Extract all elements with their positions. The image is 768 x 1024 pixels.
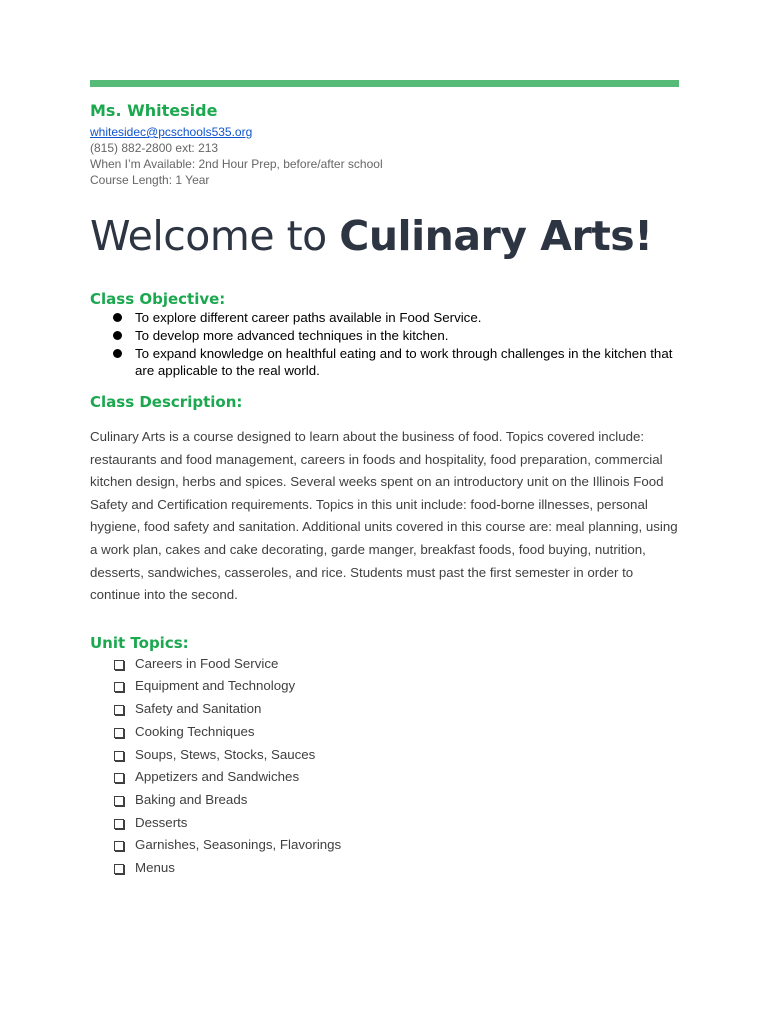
availability-text: When I’m Available: 2nd Hour Prep, before/after school [90, 157, 383, 171]
topics-heading: Unit Topics: [90, 633, 189, 652]
description-heading: Class Description: [90, 393, 243, 411]
page-title [90, 209, 679, 263]
topic-item [90, 812, 679, 835]
objective-item [90, 345, 679, 379]
objective-item [90, 309, 679, 326]
topic-item [90, 857, 679, 880]
bullet-icon [113, 331, 122, 340]
checkbox-icon [114, 819, 124, 829]
objective-item-text: To develop more advanced techniques in the kitchen. [135, 328, 449, 343]
header-rule [90, 80, 679, 87]
objective-heading: Class Objective: [90, 290, 226, 308]
topic-item-text: Desserts [135, 814, 188, 830]
topic-item [90, 766, 679, 789]
topic-item-text: Soups, Stews, Stocks, Sauces [135, 746, 316, 762]
topic-item-text: Careers in Food Service [135, 655, 279, 671]
checkbox-icon [114, 728, 124, 738]
topic-item [90, 834, 679, 857]
checkbox-icon [114, 864, 124, 874]
topic-item-text: Equipment and Technology [135, 678, 296, 694]
title-course-name: Culinary Arts! [339, 212, 653, 260]
description-text: Culinary Arts is a course designed to learn about the business of food. Topics covered include: restaurants and food management, careers in foods and hospitality, food preparation, commercial kitchen design, herbs and spices. Several weeks spent on an introductory unit on the Illinois Food Safety and Certification requirements. Topics in this unit include: food-borne illnesses, personal hygiene, food safety and sanitation. Additional units covered in this course are: meal planning, using a work plan, cakes and cake decorating, garde manger, breakfast foods, food buying, nutrition, desserts, sandwiches, casseroles, and rice. Students must past the first semester in order to continue into the second. [90, 429, 678, 603]
teacher-name: Ms. Whiteside [90, 101, 218, 120]
checkbox-icon [114, 751, 124, 761]
topic-item [90, 789, 679, 812]
topic-item [90, 675, 679, 698]
checkbox-icon [114, 796, 124, 806]
topic-item-text: Baking and Breads [135, 791, 248, 807]
phone-number: (815) 882-2800 ext: 213 [90, 141, 219, 155]
topic-item [90, 721, 679, 744]
course-length-text: Course Length: 1 Year [90, 173, 210, 187]
checkbox-icon [114, 705, 124, 715]
objective-item-text: To expand knowledge on healthful eating and to work through challenges in the kitchen that are applicable to the real world. [135, 346, 673, 378]
topic-item-text: Menus [135, 860, 175, 876]
document-page [90, 80, 679, 880]
checkbox-icon [114, 660, 124, 670]
objective-list [90, 309, 679, 379]
topic-item [90, 744, 679, 767]
topics-list [90, 653, 679, 880]
bullet-icon [113, 349, 122, 358]
topic-item [90, 698, 679, 721]
checkbox-icon [114, 682, 124, 692]
topic-item-text: Appetizers and Sandwiches [135, 769, 300, 785]
bullet-icon [113, 313, 122, 322]
topic-item-text: Cooking Techniques [135, 723, 255, 739]
topic-item [90, 653, 679, 676]
title-prefix: Welcome to [90, 212, 340, 260]
contact-block [90, 124, 679, 188]
checkbox-icon [114, 773, 124, 783]
email-link[interactable]: whitesidec@pcschools535.org [90, 125, 253, 139]
topic-item-text: Garnishes, Seasonings, Flavorings [135, 837, 342, 853]
checkbox-icon [114, 841, 124, 851]
topic-item-text: Safety and Sanitation [135, 701, 262, 717]
objective-item-text: To explore different career paths available in Food Service. [135, 310, 482, 325]
objective-item [90, 327, 679, 344]
